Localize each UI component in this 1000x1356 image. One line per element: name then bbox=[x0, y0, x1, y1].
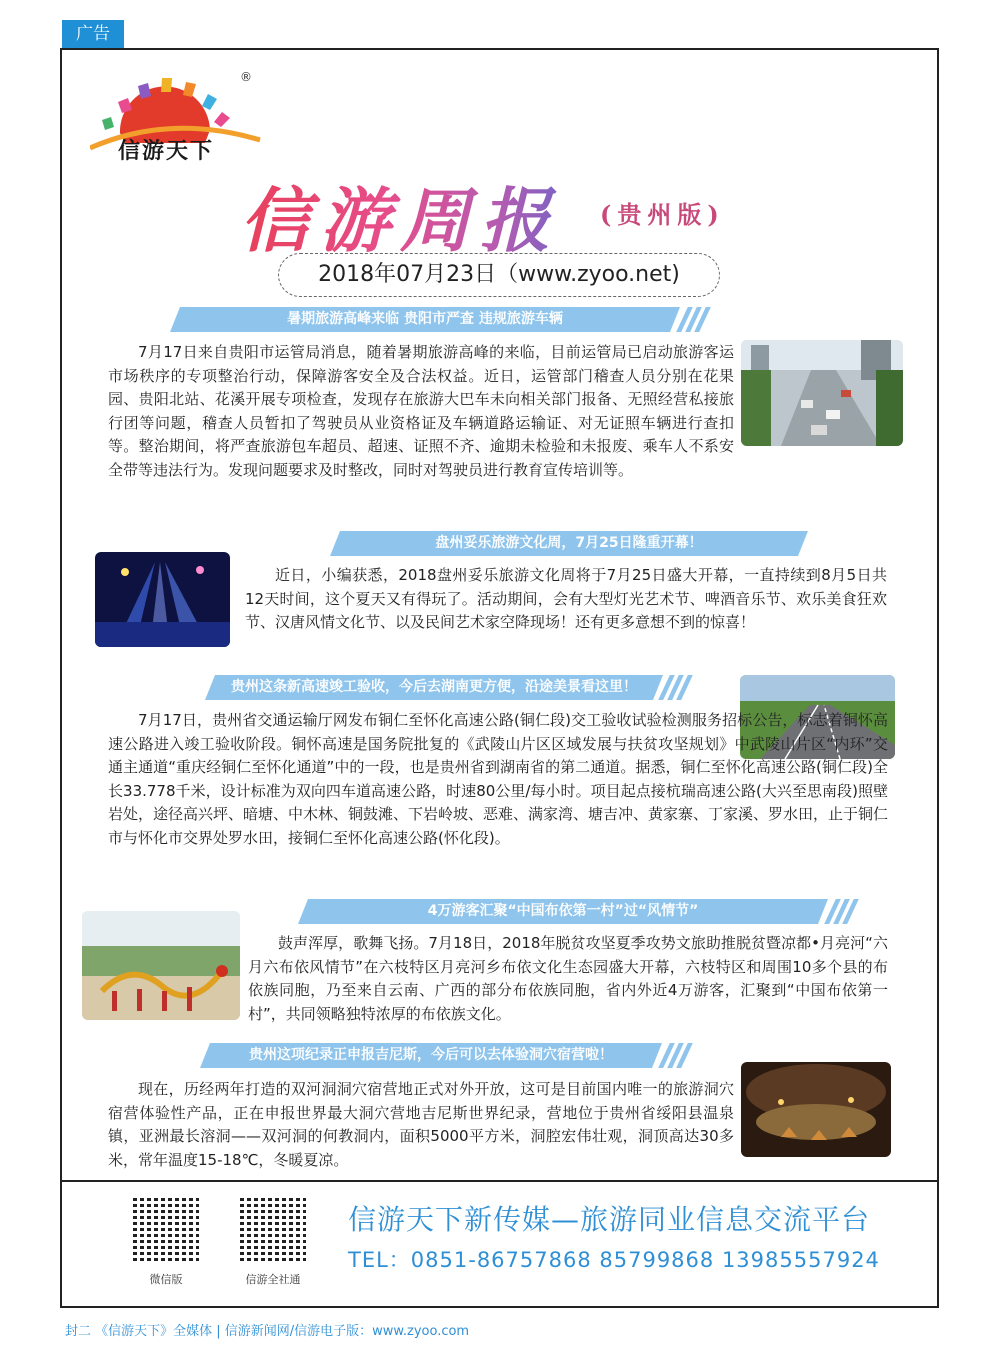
article-1-headline: 暑期旅游高峰来临 贵阳市严查 违规旅游车辆 bbox=[170, 307, 680, 332]
stripes-decoration bbox=[826, 899, 866, 924]
stage-lights-photo bbox=[95, 552, 230, 647]
masthead-title: 信游周报 bbox=[240, 165, 560, 266]
registered-mark: ® bbox=[240, 70, 252, 84]
footer-divider bbox=[62, 1180, 937, 1182]
contact-phone: TEL：0851-86757868 85799868 13985557924 bbox=[348, 1248, 880, 1272]
logo-text: 信游天下 bbox=[118, 138, 215, 164]
article-4-body: 鼓声浑厚，歌舞飞扬。7月18日，2018年脱贫攻坚夏季攻势文旅助推脱贫暨凉都•月亮河“六月六布依风情节”在六枝特区月亮河乡布依文化生态园盛大开幕，六枝特区和周围10多个县的布依族同胞，乃至来自云南、广西的部分布依族同胞，省内外近4万游客，汇聚到“中国布依第一村”，共同领略独特浓厚的布依族文化。 bbox=[248, 934, 888, 1023]
article-2-body: 近日，小编获悉，2018盘州妥乐旅游文化周将于7月25日盛大开幕，一直持续到8月5日共12天时间，这个夏天又有得玩了。活动期间，会有大型灯光艺术节、啤酒音乐节、欢乐美食狂欢节、汉唐风情文化节、以及民间艺术家空降现场！还有更多意想不到的惊喜！ bbox=[245, 566, 887, 631]
article-3-body: 7月17日，贵州省交通运输厅网发布铜仁至怀化高速公路(铜仁段)交工验收试验检测服务招标公告，标志着铜怀高速公路进入竣工验收阶段。铜怀高速是国务院批复的《武陵山片区区域发展与扶贫攻坚规划》中武陵山片区“内环”交通主通道“重庆经铜仁至怀化通道”中的一段，也是贵州省到湖南省的第二通道。据悉，铜仁至怀化高速公路(铜仁段)全长33.778千米，设计标准为双向四车道高速公路，时速80公里/每小时。项目起点接杭瑞高速公路(大兴至思南段)照壁岩处，途径高兴坪、暗塘、中木林、铜鼓滩、下岩岭坡、恶难、满家湾、塘吉冲、黄家寨、丁家溪、罗水田，止于铜仁市与怀化市交界处罗水田，接铜仁至怀化高速公路(怀化段)。 bbox=[108, 711, 889, 847]
cave-camp-photo bbox=[741, 1062, 891, 1157]
masthead bbox=[240, 165, 770, 262]
wechat-qr-code[interactable] bbox=[133, 1195, 199, 1261]
article-2-headline: 盘州妥乐旅游文化周，7月25日隆重开幕！ bbox=[330, 531, 808, 556]
article-5-body: 现在，历经两年打造的双河洞洞穴宿营地正式对外开放，这可是目前国内唯一的旅游洞穴宿营体验性产品，正在申报世界最大洞穴营地吉尼斯世界纪录，营地位于贵州省绥阳县温泉镇，亚洲最长溶洞——双河洞的何教洞内，面积5000平方米，洞腔宏伟壮观，洞顶高达30多米，常年温度15-18℃，冬暖夏凉。 bbox=[108, 1080, 734, 1169]
stripes-decoration bbox=[660, 1043, 700, 1068]
stripes-decoration bbox=[678, 307, 718, 332]
traffic-photo bbox=[741, 340, 903, 446]
community-qr-code[interactable] bbox=[240, 1195, 306, 1261]
date-line: 2018年07月23日（www.zyoo.net) bbox=[278, 253, 720, 297]
article-5-headline: 贵州这项纪录正申报吉尼斯，今后可以去体验洞穴宿营啦！ bbox=[200, 1043, 662, 1068]
article-1-body: 7月17日来自贵阳市运管局消息，随着暑期旅游高峰的来临，目前运管局已启动旅游客运市场秩序的专项整治行动，保障游客安全及合法权益。近日，运管部门稽查人员分别在花果园、贵阳北站、花溪开展专项检查，发现存在旅游大巴车未向相关部门报备、无照经营私接旅行团等问题，稽查人员暂扣了驾驶员从业资格证及车辆道路运输证、对无证照车辆进行查扣等。整治期间，将严查旅游包车超员、超速、证照不齐、逾期未检验和未报废、乘车人不系安全带等违法行为。发现问题要求及时整改，同时对驾驶员进行教育宣传培训等。 bbox=[108, 343, 734, 479]
article-3-headline: 贵州这条新高速竣工验收，今后去湖南更方便，沿途美景看这里！ bbox=[205, 675, 663, 700]
page-footer-credit[interactable]: 封二 《信游天下》全媒体 | 信游新闻网/信游电子版：www.zyoo.com bbox=[65, 1324, 470, 1339]
festival-photo bbox=[82, 911, 240, 1020]
qr-label-community: 信游全社通 bbox=[245, 1273, 301, 1286]
platform-slogan: 信游天下新传媒—旅游同业信息交流平台 bbox=[348, 1203, 871, 1236]
ad-tag: 广告 bbox=[62, 20, 124, 48]
masthead-edition: (贵州版) bbox=[600, 200, 725, 229]
article-4-headline: 4万游客汇聚“中国布依第一村”过“风情节” bbox=[298, 899, 828, 924]
qr-label-wechat: 微信版 bbox=[149, 1273, 183, 1286]
stripes-decoration bbox=[660, 675, 700, 700]
